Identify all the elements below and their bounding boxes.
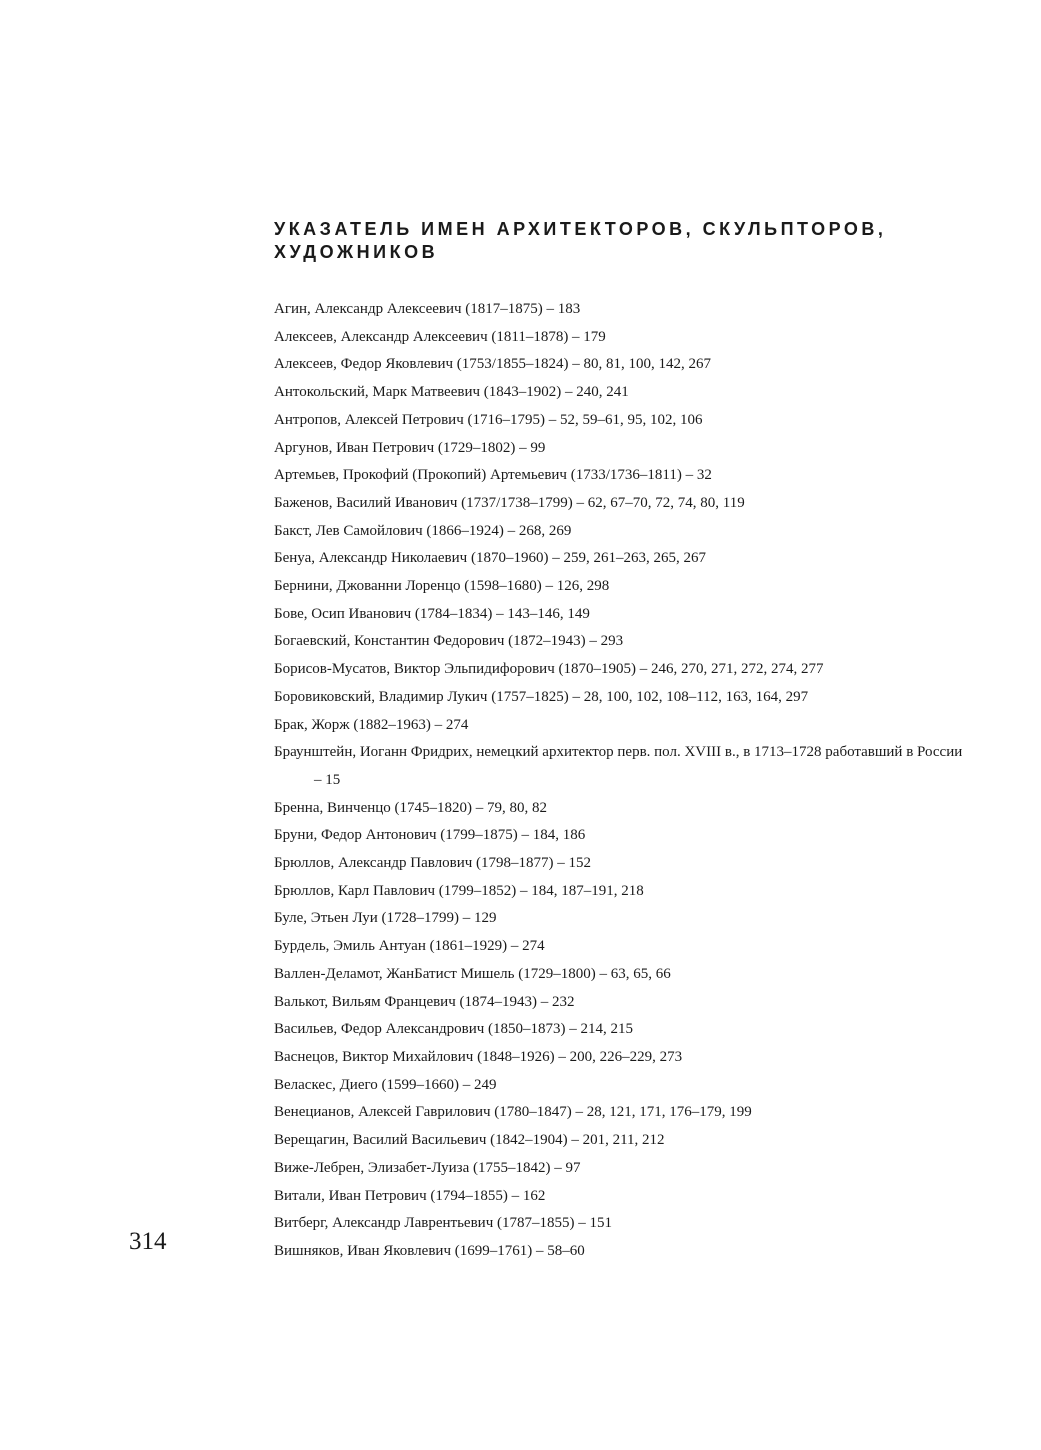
index-entry: Виже-Лебрен, Элизабет-Луиза (1755–1842) – 97	[274, 1159, 581, 1176]
index-entry: Вишняков, Иван Яковлевич (1699–1761) – 58–60	[274, 1242, 585, 1259]
index-entry: Аргунов, Иван Петрович (1729–1802) – 99	[274, 439, 546, 456]
index-entry: Валлен-Деламот, ЖанБатист Мишель (1729–1800) – 63, 65, 66	[274, 965, 671, 982]
index-entry: Буле, Этьен Луи (1728–1799) – 129	[274, 910, 497, 927]
index-entry: Витберг, Александр Лаврентьевич (1787–1855) – 151	[274, 1215, 612, 1232]
index-entry: Алексеев, Федор Яковлевич (1753/1855–1824) – 80, 81, 100, 142, 267	[274, 356, 711, 373]
index-entry: Бренна, Винченцо (1745–1820) – 79, 80, 82	[274, 799, 548, 816]
index-entry: Борисов-Мусатов, Виктор Эльпидифорович (1870–1905) – 246, 270, 271, 272, 274, 277	[274, 661, 824, 678]
index-entry: Веласкес, Диего (1599–1660) – 249	[274, 1076, 497, 1093]
index-entry: Брак, Жорж (1882–1963) – 274	[274, 716, 469, 733]
index-entry: Витали, Иван Петрович (1794–1855) – 162	[274, 1187, 546, 1204]
index-entry: Брюллов, Александр Павлович (1798–1877) – 152	[274, 855, 592, 872]
index-entry: Бенуа, Александр Николаевич (1870–1960) – 259, 261–263, 265, 267	[274, 550, 706, 567]
index-entry: Бернини, Джованни Лоренцо (1598–1680) – 126, 298	[274, 578, 610, 595]
index-entry: Бруни, Федор Антонович (1799–1875) – 184, 186	[274, 827, 586, 844]
index-entry: Васнецов, Виктор Михайлович (1848–1926) – 200, 226–229, 273	[274, 1048, 683, 1065]
index-entry: Боровиковский, Владимир Лукич (1757–1825) – 28, 100, 102, 108–112, 163, 164, 297	[274, 688, 809, 705]
index-entry: Бакст, Лев Самойлович (1866–1924) – 268, 269	[274, 522, 572, 539]
index-entry: Венецианов, Алексей Гаврилович (1780–1847) – 28, 121, 171, 176–179, 199	[274, 1104, 752, 1121]
index-entry: Богаевский, Константин Федорович (1872–1943) – 293	[274, 633, 624, 650]
index-entry: Алексеев, Александр Алексеевич (1811–1878) – 179	[274, 328, 606, 345]
index-entry: Браунштейн, Иоганн Фридрих, немецкий архитектор перв. пол. XVIII в., в 1713–1728 работавший в России – 15	[274, 744, 963, 788]
name-index-list	[274, 296, 964, 1266]
index-heading-line-1: УКАЗАТЕЛЬ ИМЕН АРХИТЕКТОРОВ, СКУЛЬПТОРОВ,	[274, 219, 887, 239]
index-entry: Антропов, Алексей Петрович (1716–1795) – 52, 59–61, 95, 102, 106	[274, 411, 703, 428]
index-entry: Верещагин, Василий Васильевич (1842–1904) – 201, 211, 212	[274, 1132, 665, 1149]
page-number: 314	[129, 1228, 167, 1255]
index-entry: Бове, Осип Иванович (1784–1834) – 143–146, 149	[274, 605, 590, 622]
index-entry: Антокольский, Марк Матвеевич (1843–1902) – 240, 241	[274, 384, 629, 401]
index-heading-line-2: ХУДОЖНИКОВ	[274, 242, 439, 262]
index-entry: Брюллов, Карл Павлович (1799–1852) – 184, 187–191, 218	[274, 882, 644, 899]
index-entry: Бурдель, Эмиль Антуан (1861–1929) – 274	[274, 938, 545, 955]
index-entry: Баженов, Василий Иванович (1737/1738–1799) – 62, 67–70, 72, 74, 80, 119	[274, 494, 745, 511]
index-entry: Васильев, Федор Александрович (1850–1873) – 214, 215	[274, 1021, 634, 1038]
index-entry: Агин, Александр Алексеевич (1817–1875) – 183	[274, 301, 581, 317]
index-heading	[274, 218, 974, 264]
index-entry: Валькот, Вильям Францевич (1874–1943) – 232	[274, 993, 575, 1010]
index-entry: Артемьев, Прокофий (Прокопий) Артемьевич (1733/1736–1811) – 32	[274, 467, 712, 484]
